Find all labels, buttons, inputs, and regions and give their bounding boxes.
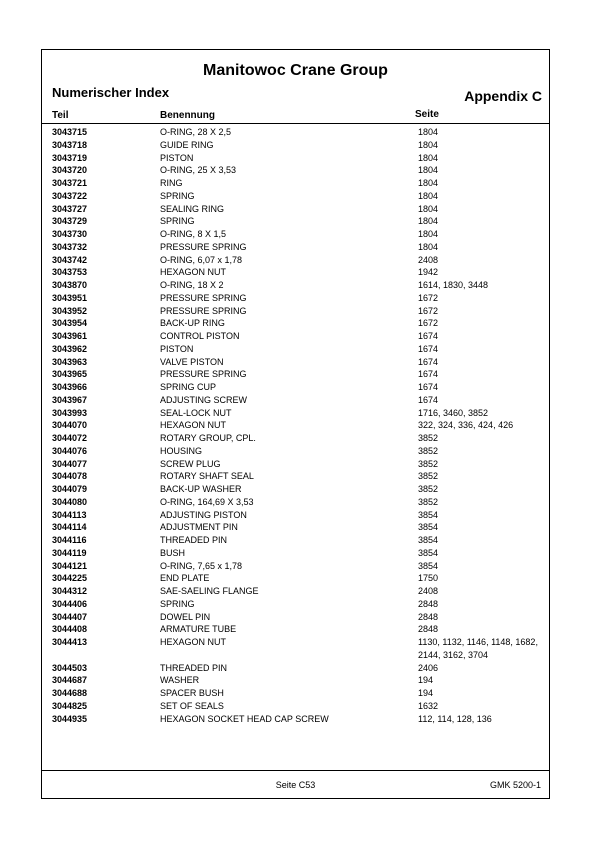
- part-number: 3043715: [52, 127, 88, 137]
- part-name: PRESSURE SPRING: [160, 369, 247, 380]
- company-title: Manitowoc Crane Group: [203, 62, 388, 79]
- page-refs: 1750: [418, 573, 439, 584]
- table-row: [42, 203, 549, 216]
- page-refs: 2848: [418, 624, 439, 635]
- page-frame: [41, 49, 550, 799]
- part-number: 3044080: [52, 496, 88, 507]
- table-row: [42, 509, 549, 522]
- page-refs: 1674: [418, 356, 439, 367]
- table-row: [42, 534, 549, 547]
- page-refs: 3854: [418, 560, 439, 571]
- part-number: 3043732: [52, 241, 88, 252]
- page-refs: 1804: [418, 178, 439, 188]
- page-refs: 1716, 3460, 3852: [418, 407, 489, 418]
- part-name: ROTARY SHAFT SEAL: [160, 471, 254, 482]
- page-refs: 194: [418, 688, 434, 698]
- table-row: [42, 394, 549, 407]
- part-name: DOWEL PIN: [160, 611, 211, 622]
- table-row: [42, 368, 549, 381]
- part-name: THREADED PIN: [160, 535, 228, 545]
- page-refs: 2848: [418, 611, 439, 622]
- part-name: PISTON: [160, 343, 194, 354]
- page-refs: 2408: [418, 586, 439, 596]
- page-refs: 1804: [418, 229, 439, 239]
- part-number: 3043954: [52, 318, 88, 329]
- table-row: [42, 674, 549, 687]
- part-number: 3043870: [52, 280, 88, 290]
- page-refs: 1674: [418, 394, 439, 405]
- part-number: 3043730: [52, 229, 88, 239]
- part-number: 3043952: [52, 305, 88, 316]
- table-row: [42, 279, 549, 292]
- part-number: 3044113: [52, 509, 87, 520]
- table-row: [42, 470, 549, 483]
- table-row: [42, 521, 549, 534]
- table-row: [42, 585, 549, 598]
- part-name: ADJUSTMENT PIN: [160, 522, 238, 533]
- part-name: HEXAGON NUT: [160, 420, 227, 431]
- part-name: HOUSING: [160, 445, 203, 456]
- page-refs: 3854: [418, 535, 439, 545]
- part-number: 3043727: [52, 203, 88, 214]
- part-name: SPRING: [160, 598, 195, 609]
- part-number: 3043962: [52, 343, 88, 354]
- table-row: [42, 139, 549, 152]
- table-row: [42, 483, 549, 496]
- table-row: [42, 572, 549, 585]
- table-row: [42, 241, 549, 254]
- part-name: HEXAGON SOCKET HEAD CAP SCREW: [160, 713, 329, 724]
- table-row: [42, 126, 549, 139]
- table-row: [42, 254, 549, 267]
- part-name: ADJUSTING PISTON: [160, 509, 247, 520]
- table-row: [42, 560, 549, 573]
- part-name: SET OF SEALS: [160, 700, 224, 711]
- part-number: 3043993: [52, 407, 88, 418]
- table-row: [42, 547, 549, 560]
- table-row: [42, 215, 549, 228]
- page-refs: 1674: [418, 369, 439, 380]
- model-label: GMK 5200-1: [489, 780, 541, 790]
- part-number: 3043742: [52, 254, 88, 265]
- part-number: 3043718: [52, 139, 88, 150]
- page-refs: 1614, 1830, 3448: [418, 280, 489, 290]
- table-row: [42, 611, 549, 624]
- page-refs: 3852: [418, 458, 439, 469]
- part-number: 3044312: [52, 586, 88, 596]
- table-row: [42, 432, 549, 445]
- part-number: 3043961: [52, 331, 88, 341]
- part-number: 3044077: [52, 458, 88, 469]
- table-row: [42, 330, 549, 343]
- page-refs: 2406: [418, 662, 439, 673]
- page-refs: 3854: [418, 522, 439, 533]
- part-number: 3043722: [52, 190, 88, 201]
- part-number: 3043963: [52, 356, 88, 367]
- table-row: [42, 305, 549, 318]
- part-number: 3044072: [52, 433, 88, 443]
- part-name: THREADED PIN: [160, 662, 228, 673]
- part-name: HEXAGON NUT: [160, 637, 227, 647]
- part-name: SEAL-LOCK NUT: [160, 407, 232, 418]
- part-number: 3043753: [52, 267, 88, 278]
- part-name: VALVE PISTON: [160, 356, 224, 367]
- part-number: 3043965: [52, 369, 88, 380]
- part-number: 3044688: [52, 688, 88, 698]
- header-divider: [42, 123, 549, 124]
- part-name: PRESSURE SPRING: [160, 292, 247, 303]
- part-number: 3044116: [52, 535, 87, 545]
- page-refs: 322, 324, 336, 424, 426: [418, 420, 514, 431]
- page-refs: 1804: [418, 139, 439, 150]
- part-number: 3043719: [52, 152, 88, 163]
- page-refs: 2848: [418, 598, 439, 609]
- page-refs: 1672: [418, 318, 439, 329]
- part-number: 3044076: [52, 445, 88, 456]
- table-row: [42, 496, 549, 509]
- page-refs: 1632: [418, 700, 439, 711]
- part-name: SPACER BUSH: [160, 688, 224, 698]
- page-refs: 3854: [418, 547, 439, 558]
- table-row: [42, 407, 549, 420]
- part-number: 3043967: [52, 394, 88, 405]
- part-name: O-RING, 8 X 1,5: [160, 229, 227, 239]
- part-name: SEALING RING: [160, 203, 225, 214]
- column-header-benennung: Benennung: [160, 110, 215, 121]
- part-name: ARMATURE TUBE: [160, 624, 237, 635]
- part-number: 3043729: [52, 216, 88, 227]
- index-title: Numerischer Index: [52, 85, 170, 100]
- table-row: [42, 343, 549, 356]
- part-name: HEXAGON NUT: [160, 267, 227, 278]
- part-number: 3044935: [52, 713, 88, 724]
- part-name: O-RING, 7,65 x 1,78: [160, 560, 243, 571]
- part-name: O-RING, 164,69 X 3,53: [160, 496, 254, 507]
- page-refs: 2408: [418, 254, 439, 265]
- part-number: 3044408: [52, 624, 88, 635]
- page-refs: 1130, 1132, 1146, 1148, 1682, 2144, 3162, 3704: [418, 637, 538, 660]
- appendix-label: Appendix C: [464, 88, 542, 104]
- part-name: CONTROL PISTON: [160, 331, 240, 341]
- footer-divider: [42, 770, 549, 771]
- table-row: [42, 445, 549, 458]
- part-number: 3044121: [52, 560, 88, 571]
- table-row: [42, 152, 549, 165]
- table-row: [42, 228, 549, 241]
- part-number: 3044503: [52, 662, 88, 673]
- part-name: SCREW PLUG: [160, 458, 221, 469]
- part-number: 3044079: [52, 484, 88, 494]
- page-refs: 3852: [418, 471, 439, 482]
- part-number: 3044406: [52, 598, 88, 609]
- part-number: 3044687: [52, 675, 88, 686]
- page-refs: 3852: [418, 496, 439, 507]
- part-name: GUIDE RING: [160, 139, 214, 150]
- table-row: [42, 317, 549, 330]
- table-row: [42, 598, 549, 611]
- table-row: [42, 292, 549, 305]
- part-number: 3043966: [52, 382, 88, 392]
- part-name: O-RING, 25 X 3,53: [160, 165, 237, 176]
- part-number: 3044825: [52, 700, 88, 711]
- part-number: 3044407: [52, 611, 88, 622]
- table-row: [42, 356, 549, 369]
- part-name: BUSH: [160, 547, 186, 558]
- page-refs: 1804: [418, 127, 439, 137]
- page-refs: 112, 114, 128, 136: [418, 713, 492, 724]
- page-refs: 1804: [418, 216, 439, 227]
- page-number: Seite C53: [275, 780, 316, 790]
- table-row: [42, 164, 549, 177]
- part-name: O-RING, 6,07 x 1,78: [160, 254, 243, 265]
- part-name: END PLATE: [160, 573, 210, 584]
- table-row: [42, 662, 549, 675]
- page-refs: 1804: [418, 165, 439, 176]
- page-refs: 194: [418, 675, 434, 686]
- table-row: [42, 177, 549, 190]
- table-row: [42, 713, 549, 726]
- part-name: SPRING CUP: [160, 382, 217, 392]
- part-number: 3044070: [52, 420, 88, 431]
- part-name: WASHER: [160, 675, 200, 686]
- table-row: [42, 623, 549, 636]
- part-name: SPRING: [160, 216, 195, 227]
- part-number: 3044078: [52, 471, 88, 482]
- page-refs: 1672: [418, 305, 439, 316]
- part-number: 3043951: [52, 292, 88, 303]
- table-row: [42, 458, 549, 471]
- page-refs: 1804: [418, 203, 439, 214]
- part-number: 3043721: [52, 178, 88, 188]
- part-number: 3043720: [52, 165, 88, 176]
- part-name: BACK-UP WASHER: [160, 484, 242, 494]
- part-name: ROTARY GROUP, CPL.: [160, 433, 256, 443]
- page-refs: 1674: [418, 343, 439, 354]
- part-name: O-RING, 28 X 2,5: [160, 127, 232, 137]
- part-name: RING: [160, 178, 183, 188]
- part-number: 3044225: [52, 573, 88, 584]
- part-name: PISTON: [160, 152, 194, 163]
- table-row: [42, 190, 549, 203]
- column-header-teil: Teil: [52, 110, 69, 121]
- part-number: 3044119: [52, 547, 87, 558]
- part-name: PRESSURE SPRING: [160, 241, 247, 252]
- table-row: [42, 266, 549, 279]
- table-row: [42, 700, 549, 713]
- table-row: [42, 687, 549, 700]
- page-refs: 3854: [418, 509, 439, 520]
- page-refs: 1942: [418, 267, 439, 278]
- page-refs: 1804: [418, 152, 439, 163]
- part-number: 3044413: [52, 637, 88, 647]
- table-row: [42, 419, 549, 432]
- page-refs: 3852: [418, 484, 439, 494]
- table-row: [42, 381, 549, 394]
- page-refs: 1674: [418, 331, 439, 341]
- part-name: SPRING: [160, 190, 195, 201]
- part-name: SAE-SAELING FLANGE: [160, 586, 259, 596]
- page-refs: 3852: [418, 445, 439, 456]
- part-name: O-RING, 18 X 2: [160, 280, 224, 290]
- page-refs: 1672: [418, 292, 439, 303]
- column-header-seite: Seite: [415, 109, 439, 120]
- page-refs: 1804: [418, 190, 439, 201]
- page-refs: 1674: [418, 382, 439, 392]
- index-table: [42, 126, 549, 725]
- page-refs: 3852: [418, 433, 439, 443]
- part-name: ADJUSTING SCREW: [160, 394, 248, 405]
- part-name: BACK-UP RING: [160, 318, 225, 329]
- part-name: PRESSURE SPRING: [160, 305, 247, 316]
- part-number: 3044114: [52, 522, 87, 533]
- table-row: [42, 636, 549, 662]
- page-refs: 1804: [418, 241, 439, 252]
